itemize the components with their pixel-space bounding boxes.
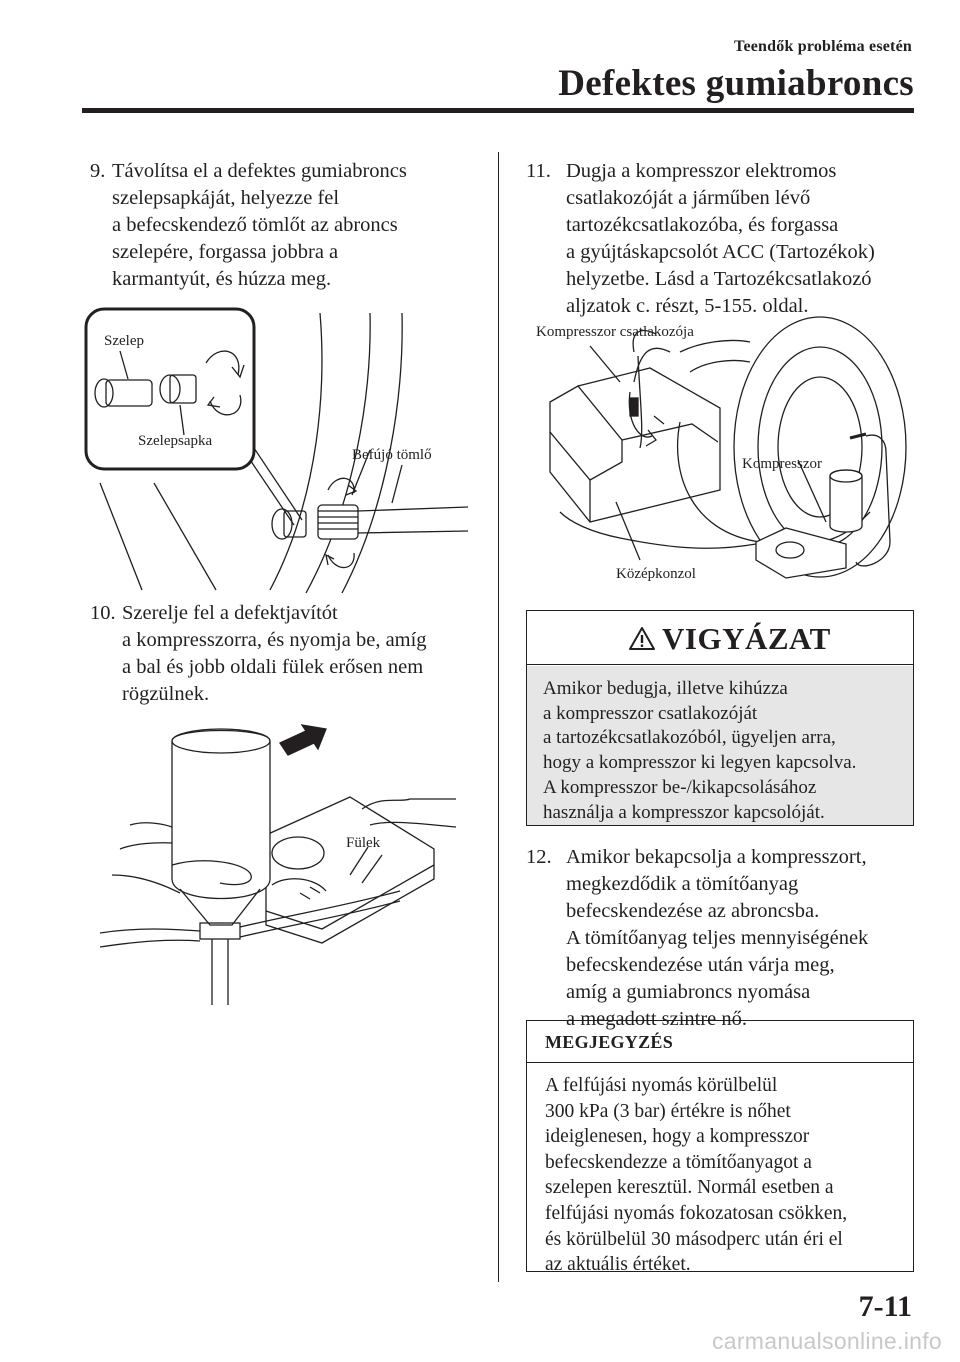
header-divider: [82, 108, 914, 113]
figure-sealant-bottle: [100, 715, 460, 1015]
step-text-line: Dugja a kompresszor elektromos: [566, 160, 837, 182]
step-text-line: a kompresszorra, és nyomja be, amíg: [122, 629, 427, 651]
sealant-bottle-illustration: [100, 715, 460, 1015]
step-text-line: karmantyút, és húzza meg.: [112, 268, 332, 290]
note-box: [526, 1020, 914, 1276]
label-compressor: Kompresszor: [742, 456, 822, 472]
step-text-line: csatlakozóját a járműben lévő: [566, 187, 811, 209]
caution-box: [526, 610, 914, 826]
step-text-line: szelepére, forgassa jobbra a: [112, 241, 339, 263]
step-text-line: aljzatok c. részt, 5-155. oldal.: [566, 295, 809, 317]
watermark: carmanualsonline.info: [711, 1328, 942, 1354]
step-text-line: a bal és jobb oldali fülek erősen nem: [122, 656, 424, 678]
step-text-line: A tömítőanyag teljes mennyiségének: [566, 927, 869, 949]
step-text-line: Szerelje fel a defektjavítót: [122, 602, 338, 624]
note-line: befecskendezze a tömítőanyagot a: [545, 1151, 812, 1173]
note-line: A felfújási nyomás körülbelül: [545, 1075, 778, 1096]
page-title: Defektes gumiabroncs: [558, 63, 914, 104]
step-number: 9.: [90, 160, 106, 182]
note-title: MEGJEGYZÉS: [545, 1032, 674, 1052]
figure-console-compressor: [530, 312, 920, 592]
label-valve-cap: Szelepsapka: [138, 433, 213, 449]
caution-line: A kompresszor be-/kikapcsolásához: [543, 776, 817, 798]
note-line: szelepen keresztül. Normál esetben a: [545, 1177, 834, 1199]
caution-line: a kompresszor csatlakozóját: [543, 702, 758, 724]
caution-line: hogy a kompresszor ki legyen kapcsolva.: [543, 752, 857, 774]
warning-triangle-icon: [628, 626, 656, 651]
step-10: [90, 600, 490, 708]
step-number: 10.: [90, 602, 116, 624]
step-text-line: befecskendezése után várja meg,: [566, 954, 835, 976]
step-text-line: rögzülnek.: [122, 683, 210, 705]
step-11: [526, 158, 926, 320]
section-header: Teendők probléma esetén: [734, 38, 912, 55]
step-9: [90, 158, 490, 293]
step-text-line: Amikor bekapcsolja a kompresszort,: [566, 846, 867, 868]
note-line: 300 kPa (3 bar) értékre is nőhet: [545, 1100, 791, 1122]
note-line: és körülbelül 30 másodperc után éri el: [545, 1228, 843, 1250]
step-number: 12.: [526, 846, 552, 868]
label-center-console: Középkonzol: [616, 566, 696, 582]
note-line: az aktuális értéket.: [545, 1254, 691, 1276]
note-line: felfújási nyomás fokozatosan csökken,: [545, 1202, 848, 1224]
note-body: [545, 1073, 847, 1278]
step-text-line: Távolítsa el a defektes gumiabroncs: [112, 160, 407, 182]
caution-line: Amikor bedugja, illetve kihúzza: [543, 678, 788, 699]
caution-line: a tartozékcsatlakozóból, ügyeljen arra,: [543, 727, 836, 749]
label-tabs: Fülek: [346, 835, 381, 851]
step-number: 11.: [526, 160, 551, 182]
step-12: [526, 844, 926, 1033]
step-text-line: amíg a gumiabroncs nyomása: [566, 981, 811, 1003]
page-number: 7-11: [858, 1290, 912, 1323]
step-text-line: a megadott szintre nő.: [566, 1008, 748, 1030]
caution-body: [527, 666, 913, 825]
step-text-line: szelepsapkáját, helyezze fel: [112, 187, 340, 209]
step-text-line: helyzetbe. Lásd a Tartozékcsatlakozó: [566, 268, 872, 290]
step-text-line: megkezdődik a tömítőanyag: [566, 873, 799, 895]
caution-title: VIGYÁZAT: [662, 621, 831, 656]
note-line: ideiglenesen, hogy a kompresszor: [545, 1126, 810, 1148]
console-compressor-illustration: [530, 312, 920, 592]
caution-header: [527, 611, 913, 665]
note-header: [527, 1021, 913, 1063]
step-text-line: tartozékcsatlakozóba, és forgassa: [566, 214, 839, 236]
step-text-line: a gyújtáskapcsolót ACC (Tartozékok): [566, 241, 875, 263]
step-text-line: a befecskendező tömlőt az abroncs: [112, 214, 398, 236]
figure-valve-hose: [84, 305, 484, 595]
caution-line: használja a kompresszor kapcsolóját.: [543, 801, 825, 823]
label-compressor-connector: Kompresszor csatlakozója: [536, 324, 694, 340]
label-inflation-hose: Befújó tömlő: [352, 447, 432, 463]
label-valve: Szelep: [104, 333, 144, 349]
step-text-line: befecskendezése az abroncsba.: [566, 900, 820, 922]
column-divider: [498, 152, 499, 1282]
